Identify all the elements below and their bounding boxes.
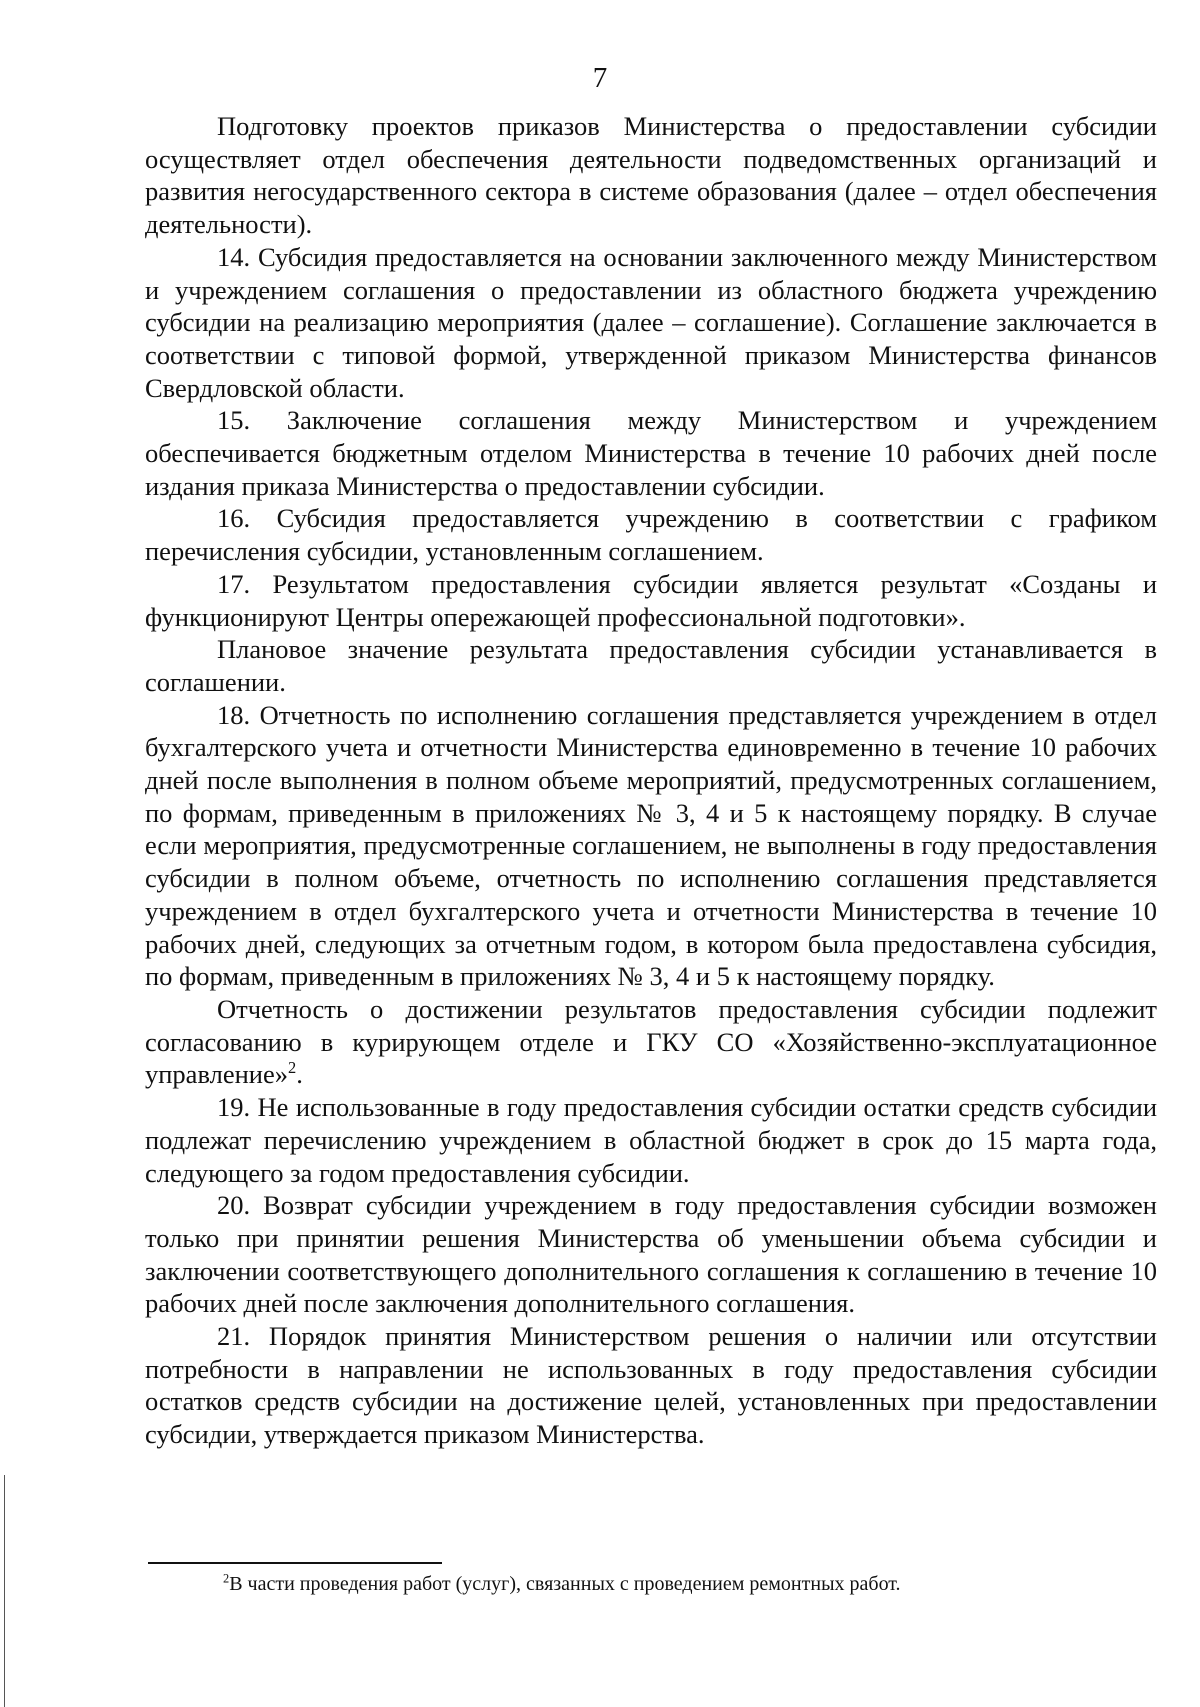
paragraph-reporting-approval (145, 993, 1157, 1091)
paragraph-21: 21. Порядок принятия Министерством решения о наличии или отсутствии потребности в направлении не использованных в году предоставления субсидии остатков средств субсидии на достижение целей, установленных при предоставлении субсидии, утверждается приказом Министерства. (145, 1321, 1157, 1450)
paragraph-19: 19. Не использованные в году предоставления субсидии остатки средств субсидии подлежат перечислению учреждением в областной бюджет в срок до 15 марта года, следующего за годом предоставления субсидии. (145, 1092, 1157, 1188)
footnote (223, 1572, 1123, 1596)
footnote-text: В части проведения работ (услуг), связанных с проведением ремонтных работ. (229, 1573, 901, 1595)
footnote-divider (148, 1562, 442, 1564)
footnote-marker: 2 (223, 1571, 230, 1586)
paragraph-planned-value: Плановое значение результата предоставления субсидии устанавливается в соглашении. (145, 634, 1157, 697)
paragraph-intro: Подготовку проектов приказов Министерства о предоставлении субсидии осуществляет отдел обеспечения деятельности подведомственных организаций и развития негосударственного сектора в системе образования (далее – отдел обеспечения деятельности). (145, 111, 1157, 240)
paragraph-18: 18. Отчетность по исполнению соглашения представляется учреждением в отдел бухгалтерского учета и отчетности Министерства единовременно в течение 10 рабочих дней после выполнения в полном объеме мероприятий, предусмотренных соглашением, по формам, приведенным в приложениях № 3, 4 и 5 к настоящему порядку. В случае если мероприятия, предусмотренные соглашением, не выполнены в году предоставления субсидии в полном объеме, отчетность по исполнению соглашения представляется учреждением в отдел бухгалтерского учета и отчетности Министерства в течение 10 рабочих дней, следующих за отчетным годом, в котором была предоставлена субсидия, по формам, приведенным в приложениях № 3, 4 и 5 к настоящему порядку. (145, 699, 1157, 992)
paragraph-20: 20. Возврат субсидии учреждением в году предоставления субсидии возможен только при принятии решения Министерства об уменьшении объема субсидии и заключении соответствующего дополнительного соглашения к соглашению в течение 10 рабочих дней после заключения дополнительного соглашения. (145, 1190, 1157, 1319)
paragraph-14: 14. Субсидия предоставляется на основании заключенного между Министерством и учреждением соглашения о предоставлении из областного бюджета учреждению субсидии на реализацию мероприятия (далее – соглашение). Соглашение заключается в соответствии с типовой формой, утвержденной приказом Министерства финансов Свердловской области. (145, 241, 1157, 403)
page-number: 7 (592, 62, 608, 94)
document-body (145, 110, 1157, 1451)
paragraph-15: 15. Заключение соглашения между Министерством и учреждением обеспечивается бюджетным отделом Министерства в течение 10 рабочих дней после издания приказа Министерства о предоставлении субсидии. (145, 405, 1157, 501)
footnote-reference-suffix: . (296, 1059, 303, 1090)
paragraph-17: 17. Результатом предоставления субсидии является результат «Созданы и функционируют Центры опережающей профессиональной подготовки». (145, 568, 1157, 632)
paragraph-16: 16. Субсидия предоставляется учреждению в соответствии с графиком перечисления субсидии, установленным соглашением. (145, 503, 1157, 567)
footnote-reference: 2 (287, 1058, 297, 1078)
paragraph-reporting-approval-text: Отчетность о достижении результатов предоставления субсидии подлежит согласованию в курирующем отделе и ГКУ СО «Хозяйственно-эксплуатационное управление» (145, 993, 1157, 1090)
scan-edge-line (4, 1475, 5, 1707)
